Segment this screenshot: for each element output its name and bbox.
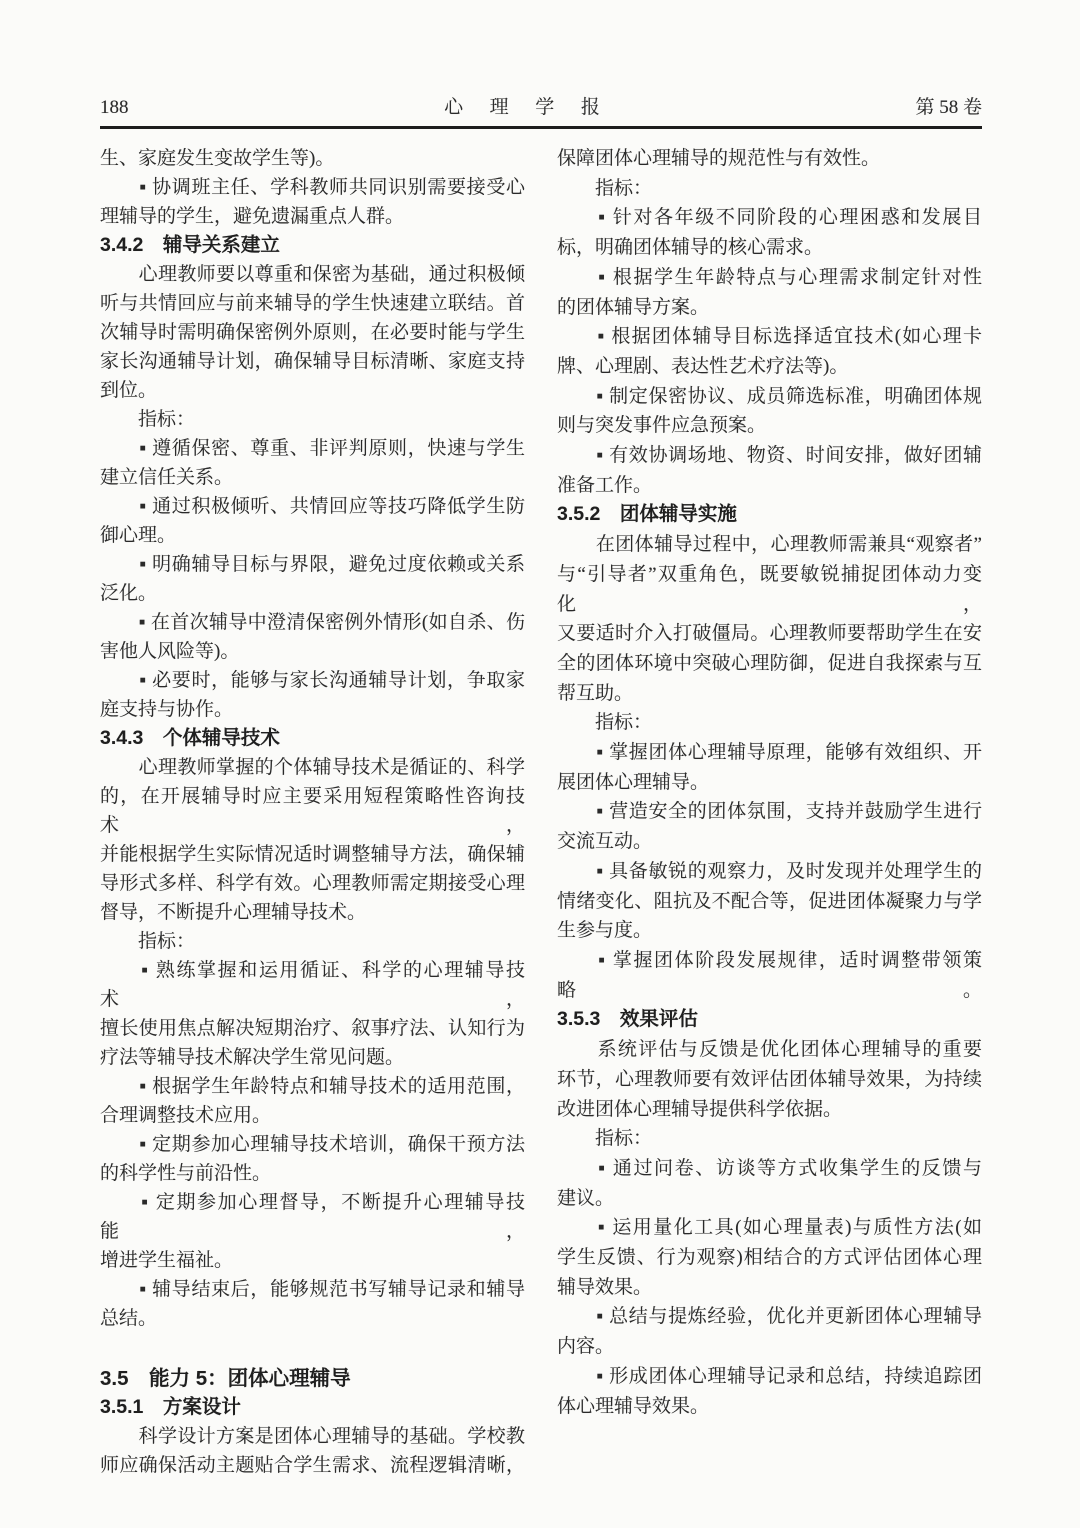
subsection-heading: 3.4.3 个体辅导技术 — [100, 727, 280, 749]
text-line: 指标： — [557, 177, 653, 199]
text-line: ▪ 协调班主任、学科教师共同识别需要接受心 — [100, 177, 525, 198]
text-line: ▪ 通过积极倾听、共情回应等技巧降低学生防 — [100, 496, 525, 517]
text-line: 督导，不断提升心理辅导技术。 — [100, 902, 367, 923]
text-line: ▪ 营造安全的团体氛围，支持并鼓励学生进行 — [557, 801, 982, 823]
text-line: 又要适时介入打破僵局。心理教师要帮助学生在安 — [557, 623, 982, 645]
text-line: 系统评估与反馈是优化团体心理辅导的重要 — [557, 1039, 982, 1061]
right-column — [557, 144, 982, 1480]
text-line: 擅长使用焦点解决短期治疗、叙事疗法、认知行为 — [100, 1018, 525, 1039]
text-line: ▪ 遵循保密、尊重、非评判原则，快速与学生 — [100, 438, 525, 459]
text-line: 庭支持与协作。 — [100, 699, 234, 720]
text-line: 情绪变化、阻抗及不配合等，促进团体凝聚力与学 — [557, 890, 982, 912]
subsection-heading: 3.4.2 辅导关系建立 — [100, 234, 280, 256]
column-gap — [100, 1333, 525, 1364]
text-line: 心理教师要以尊重和保密为基础，通过积极倾 — [100, 264, 525, 285]
left-column — [100, 144, 525, 1480]
text-line: ▪ 通过问卷、访谈等方式收集学生的反馈与 — [557, 1157, 982, 1179]
text-line: ▪ 根据团体辅导目标选择适宜技术(如心理卡 — [557, 326, 982, 348]
text-line: ▪ 必要时，能够与家长沟通辅导计划，争取家 — [100, 670, 525, 691]
text-line: 改进团体心理辅导提供科学依据。 — [557, 1098, 843, 1120]
text-line: 害他人风险等)。 — [100, 641, 240, 662]
text-line: ▪ 制定保密协议、成员筛选标准，明确团体规 — [557, 385, 982, 407]
text-line: ▪ 熟练掌握和运用循证、科学的心理辅导技术， — [100, 960, 525, 1010]
page-number: 188 — [100, 97, 129, 118]
text-line: 御心理。 — [100, 525, 177, 546]
text-line: 生、家庭发生变故学生等)。 — [100, 148, 335, 169]
text-line: ▪ 具备敏锐的观察力，及时发现并处理学生的 — [557, 860, 982, 882]
text-line: 疗法等辅导技术解决学生常见问题。 — [100, 1047, 405, 1068]
text-line: 的团体辅导方案。 — [557, 296, 710, 318]
text-line: 指标： — [100, 931, 196, 952]
section-heading: 3.5 能力 5：团体心理辅导 — [100, 1367, 351, 1390]
text-line: 导形式多样、科学有效。心理教师需定期接受心理 — [100, 873, 525, 894]
text-line: 保障团体心理辅导的规范性与有效性。 — [557, 148, 881, 169]
text-line: 则与突发事件应急预案。 — [557, 415, 767, 437]
text-line: 心理教师掌握的个体辅导技术是循证的、科学 — [100, 757, 525, 778]
text-line: 泛化。 — [100, 583, 158, 604]
text-line: 总结。 — [100, 1308, 158, 1329]
text-line: 到位。 — [100, 380, 158, 401]
text-line: 指标： — [557, 1128, 653, 1150]
text-line: 全的团体环境中突破心理防御，促进自我探索与互 — [557, 652, 982, 674]
text-line: ▪ 形成团体心理辅导记录和总结，持续追踪团 — [557, 1365, 982, 1387]
article-body — [100, 144, 982, 1480]
volume-label: 第 58 卷 — [915, 97, 982, 118]
journal-title: 心 理 学 报 — [444, 97, 604, 118]
text-line: 牌、心理剧、表达性艺术疗法等)。 — [557, 355, 849, 377]
text-line: 增进学生福祉。 — [100, 1250, 234, 1271]
text-line: ▪ 掌握团体心理辅导原理，能够有效组织、开 — [557, 742, 982, 764]
text-line: 与“引导者”双重角色，既要敏锐捕捉团体动力变化， — [557, 563, 982, 615]
text-line: 建议。 — [557, 1187, 615, 1209]
text-line: ▪ 运用量化工具(如心理量表)与质性方法(如 — [557, 1217, 982, 1239]
subsection-heading: 3.5.3 效果评估 — [557, 1008, 698, 1031]
text-line: 辅导效果。 — [557, 1276, 653, 1298]
text-line: 指标： — [100, 409, 196, 430]
text-line: 的科学性与前沿性。 — [100, 1163, 272, 1184]
text-line: 交流互动。 — [557, 831, 653, 853]
text-line: ▪ 掌握团体阶段发展规律，适时调整带领策略。 — [557, 949, 982, 1001]
header-rule — [100, 126, 982, 129]
text-line: 听与共情回应与前来辅导的学生快速建立联结。首 — [100, 293, 525, 314]
text-line: ▪ 定期参加心理督导，不断提升心理辅导技能， — [100, 1192, 525, 1242]
text-line: 合理调整技术应用。 — [100, 1105, 272, 1126]
text-line: 学生反馈、行为观察)相结合的方式评估团体心理 — [557, 1247, 982, 1269]
text-line: 在团体辅导过程中，心理教师需兼具“观察者” — [557, 534, 982, 556]
subsection-heading: 3.5.2 团体辅导实施 — [557, 503, 737, 526]
text-line: 家长沟通辅导计划，确保辅导目标清晰、家庭支持 — [100, 351, 525, 372]
text-line: ▪ 在首次辅导中澄清保密例外情形(如自杀、伤 — [100, 612, 525, 633]
text-line: ▪ 针对各年级不同阶段的心理困惑和发展目 — [557, 207, 982, 229]
page-header — [100, 94, 982, 122]
text-line: ▪ 定期参加心理辅导技术培训，确保干预方法 — [100, 1134, 525, 1155]
text-line: 师应确保活动主题贴合学生需求、流程逻辑清晰， — [100, 1455, 525, 1476]
text-line: 标，明确团体辅导的核心需求。 — [557, 237, 824, 259]
text-line: 指标： — [557, 712, 653, 734]
text-line: 体心理辅导效果。 — [557, 1395, 710, 1417]
text-line: 并能根据学生实际情况适时调整辅导方法，确保辅 — [100, 844, 525, 865]
text-line: 科学设计方案是团体心理辅导的基础。学校教 — [100, 1426, 525, 1447]
text-line: ▪ 根据学生年龄特点与心理需求制定针对性 — [557, 266, 982, 288]
text-line: 的，在开展辅导时应主要采用短程策略性咨询技术， — [100, 786, 525, 836]
text-line: 内容。 — [557, 1336, 615, 1358]
text-line: ▪ 辅导结束后，能够规范书写辅导记录和辅导 — [100, 1279, 525, 1300]
text-line: 建立信任关系。 — [100, 467, 234, 488]
text-line: 展团体心理辅导。 — [557, 771, 710, 793]
text-line: ▪ 有效协调场地、物资、时间安排，做好团辅 — [557, 445, 982, 467]
text-line: 生参与度。 — [557, 920, 653, 942]
text-line: ▪ 根据学生年龄特点和辅导技术的适用范围， — [100, 1076, 525, 1097]
text-line: 环节，心理教师要有效评估团体辅导效果，为持续 — [557, 1068, 982, 1090]
subsection-heading: 3.5.1 方案设计 — [100, 1396, 241, 1418]
text-line: 准备工作。 — [557, 474, 653, 496]
text-line: ▪ 明确辅导目标与界限，避免过度依赖或关系 — [100, 554, 525, 575]
text-line: 帮互助。 — [557, 682, 634, 704]
text-line: 次辅导时需明确保密例外原则，在必要时能与学生 — [100, 322, 525, 343]
text-line: ▪ 总结与提炼经验，优化并更新团体心理辅导 — [557, 1306, 982, 1328]
text-line: 理辅导的学生，避免遗漏重点人群。 — [100, 206, 405, 227]
